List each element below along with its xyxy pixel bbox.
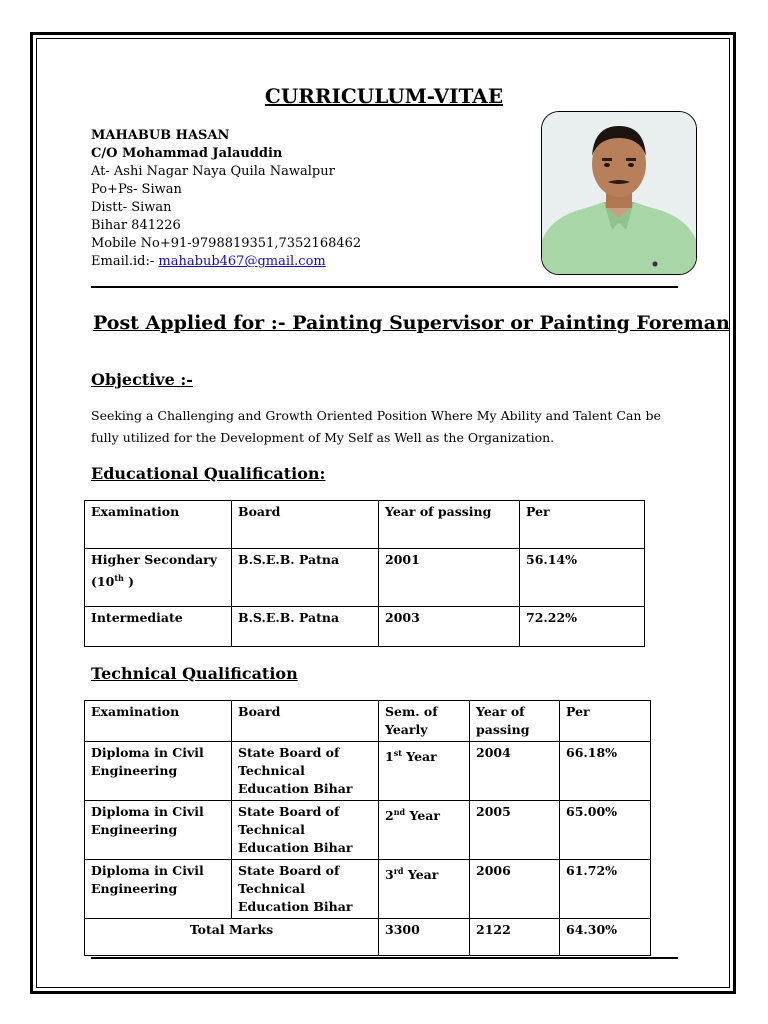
address-line-4: Bihar 841226 [91, 218, 181, 233]
sem-cell: 1st Year [379, 742, 470, 801]
email-link[interactable]: mahabub467@gmail.com [158, 254, 326, 269]
table-row [85, 549, 645, 607]
per-cell: 56.14% [520, 549, 645, 607]
objective-heading: Objective :- [91, 370, 193, 389]
year-cell: 2005 [470, 801, 560, 860]
table-row [85, 860, 651, 919]
address-line-3: Distt- Siwan [91, 200, 172, 215]
education-heading: Educational Qualification: [91, 464, 326, 483]
board-cell: B.S.E.B. Patna [232, 607, 379, 647]
board-cell: State Board of Technical Education Bihar [232, 801, 379, 860]
per-cell: 65.00% [560, 801, 651, 860]
header-cell: Examination [85, 501, 232, 549]
care-of: C/O Mohammad Jalauddin [91, 146, 283, 161]
header-cell: Board [232, 501, 379, 549]
sem-cell: 3rd Year [379, 860, 470, 919]
exam-cell: Intermediate [85, 607, 232, 647]
document-title: CURRICULUM-VITAE [264, 84, 504, 108]
address-line-2: Po+Ps- Siwan [91, 182, 182, 197]
email-row [91, 253, 361, 271]
address-block [91, 127, 361, 271]
header-cell: Per [560, 701, 651, 742]
exam-cell: Diploma in Civil Engineering [85, 742, 232, 801]
header-cell: Per [520, 501, 645, 549]
profile-photo-illustration [542, 112, 696, 274]
table-row [85, 742, 651, 801]
sem-cell: 2nd Year [379, 801, 470, 860]
board-cell: B.S.E.B. Patna [232, 549, 379, 607]
per-cell: 72.22% [520, 607, 645, 647]
year-cell: 2004 [470, 742, 560, 801]
board-cell: State Board of Technical Education Bihar [232, 860, 379, 919]
per-cell: 66.18% [560, 742, 651, 801]
table-header-row [85, 501, 645, 549]
year-cell: 2001 [379, 549, 520, 607]
profile-photo [541, 111, 697, 275]
exam-cell: Diploma in Civil Engineering [85, 860, 232, 919]
address-line-1: At- Ashi Nagar Naya Quila Nawalpur [91, 164, 335, 179]
technical-heading: Technical Qualification [91, 664, 298, 683]
total-label: Total Marks [85, 919, 379, 956]
total-per: 64.30% [560, 919, 651, 956]
exam-cell: Diploma in Civil Engineering [85, 801, 232, 860]
table-header-row [85, 701, 651, 742]
year-cell: 2003 [379, 607, 520, 647]
table-row [85, 801, 651, 860]
email-label: Email.id:- [91, 254, 155, 269]
header-cell: Year of passing [470, 701, 560, 742]
divider-top [91, 286, 678, 288]
table-row [85, 607, 645, 647]
header-cell: Board [232, 701, 379, 742]
total-row [85, 919, 651, 956]
board-cell: State Board of Technical Education Bihar [232, 742, 379, 801]
post-applied: Post Applied for :- Painting Supervisor or Painting Foreman [93, 312, 730, 334]
mobile-number: Mobile No+91-9798819351,7352168462 [91, 236, 362, 251]
objective-text: Seeking a Challenging and Growth Oriented Position Where My Ability and Talent Can be fully utilized for the Development of My Self as Well as the Organization. [91, 408, 661, 445]
exam-cell: Higher Secondary (10th ) [85, 549, 232, 607]
per-cell: 61.72% [560, 860, 651, 919]
header-cell: Examination [85, 701, 232, 742]
header-cell: Year of passing [379, 501, 520, 549]
header-cell: Sem. of Yearly [379, 701, 470, 742]
total-year: 2122 [470, 919, 560, 956]
education-table [84, 500, 645, 647]
candidate-name: MAHABUB HASAN [91, 128, 230, 143]
divider-bottom [91, 957, 678, 959]
year-cell: 2006 [470, 860, 560, 919]
technical-table [84, 700, 651, 956]
total-sem: 3300 [379, 919, 470, 956]
